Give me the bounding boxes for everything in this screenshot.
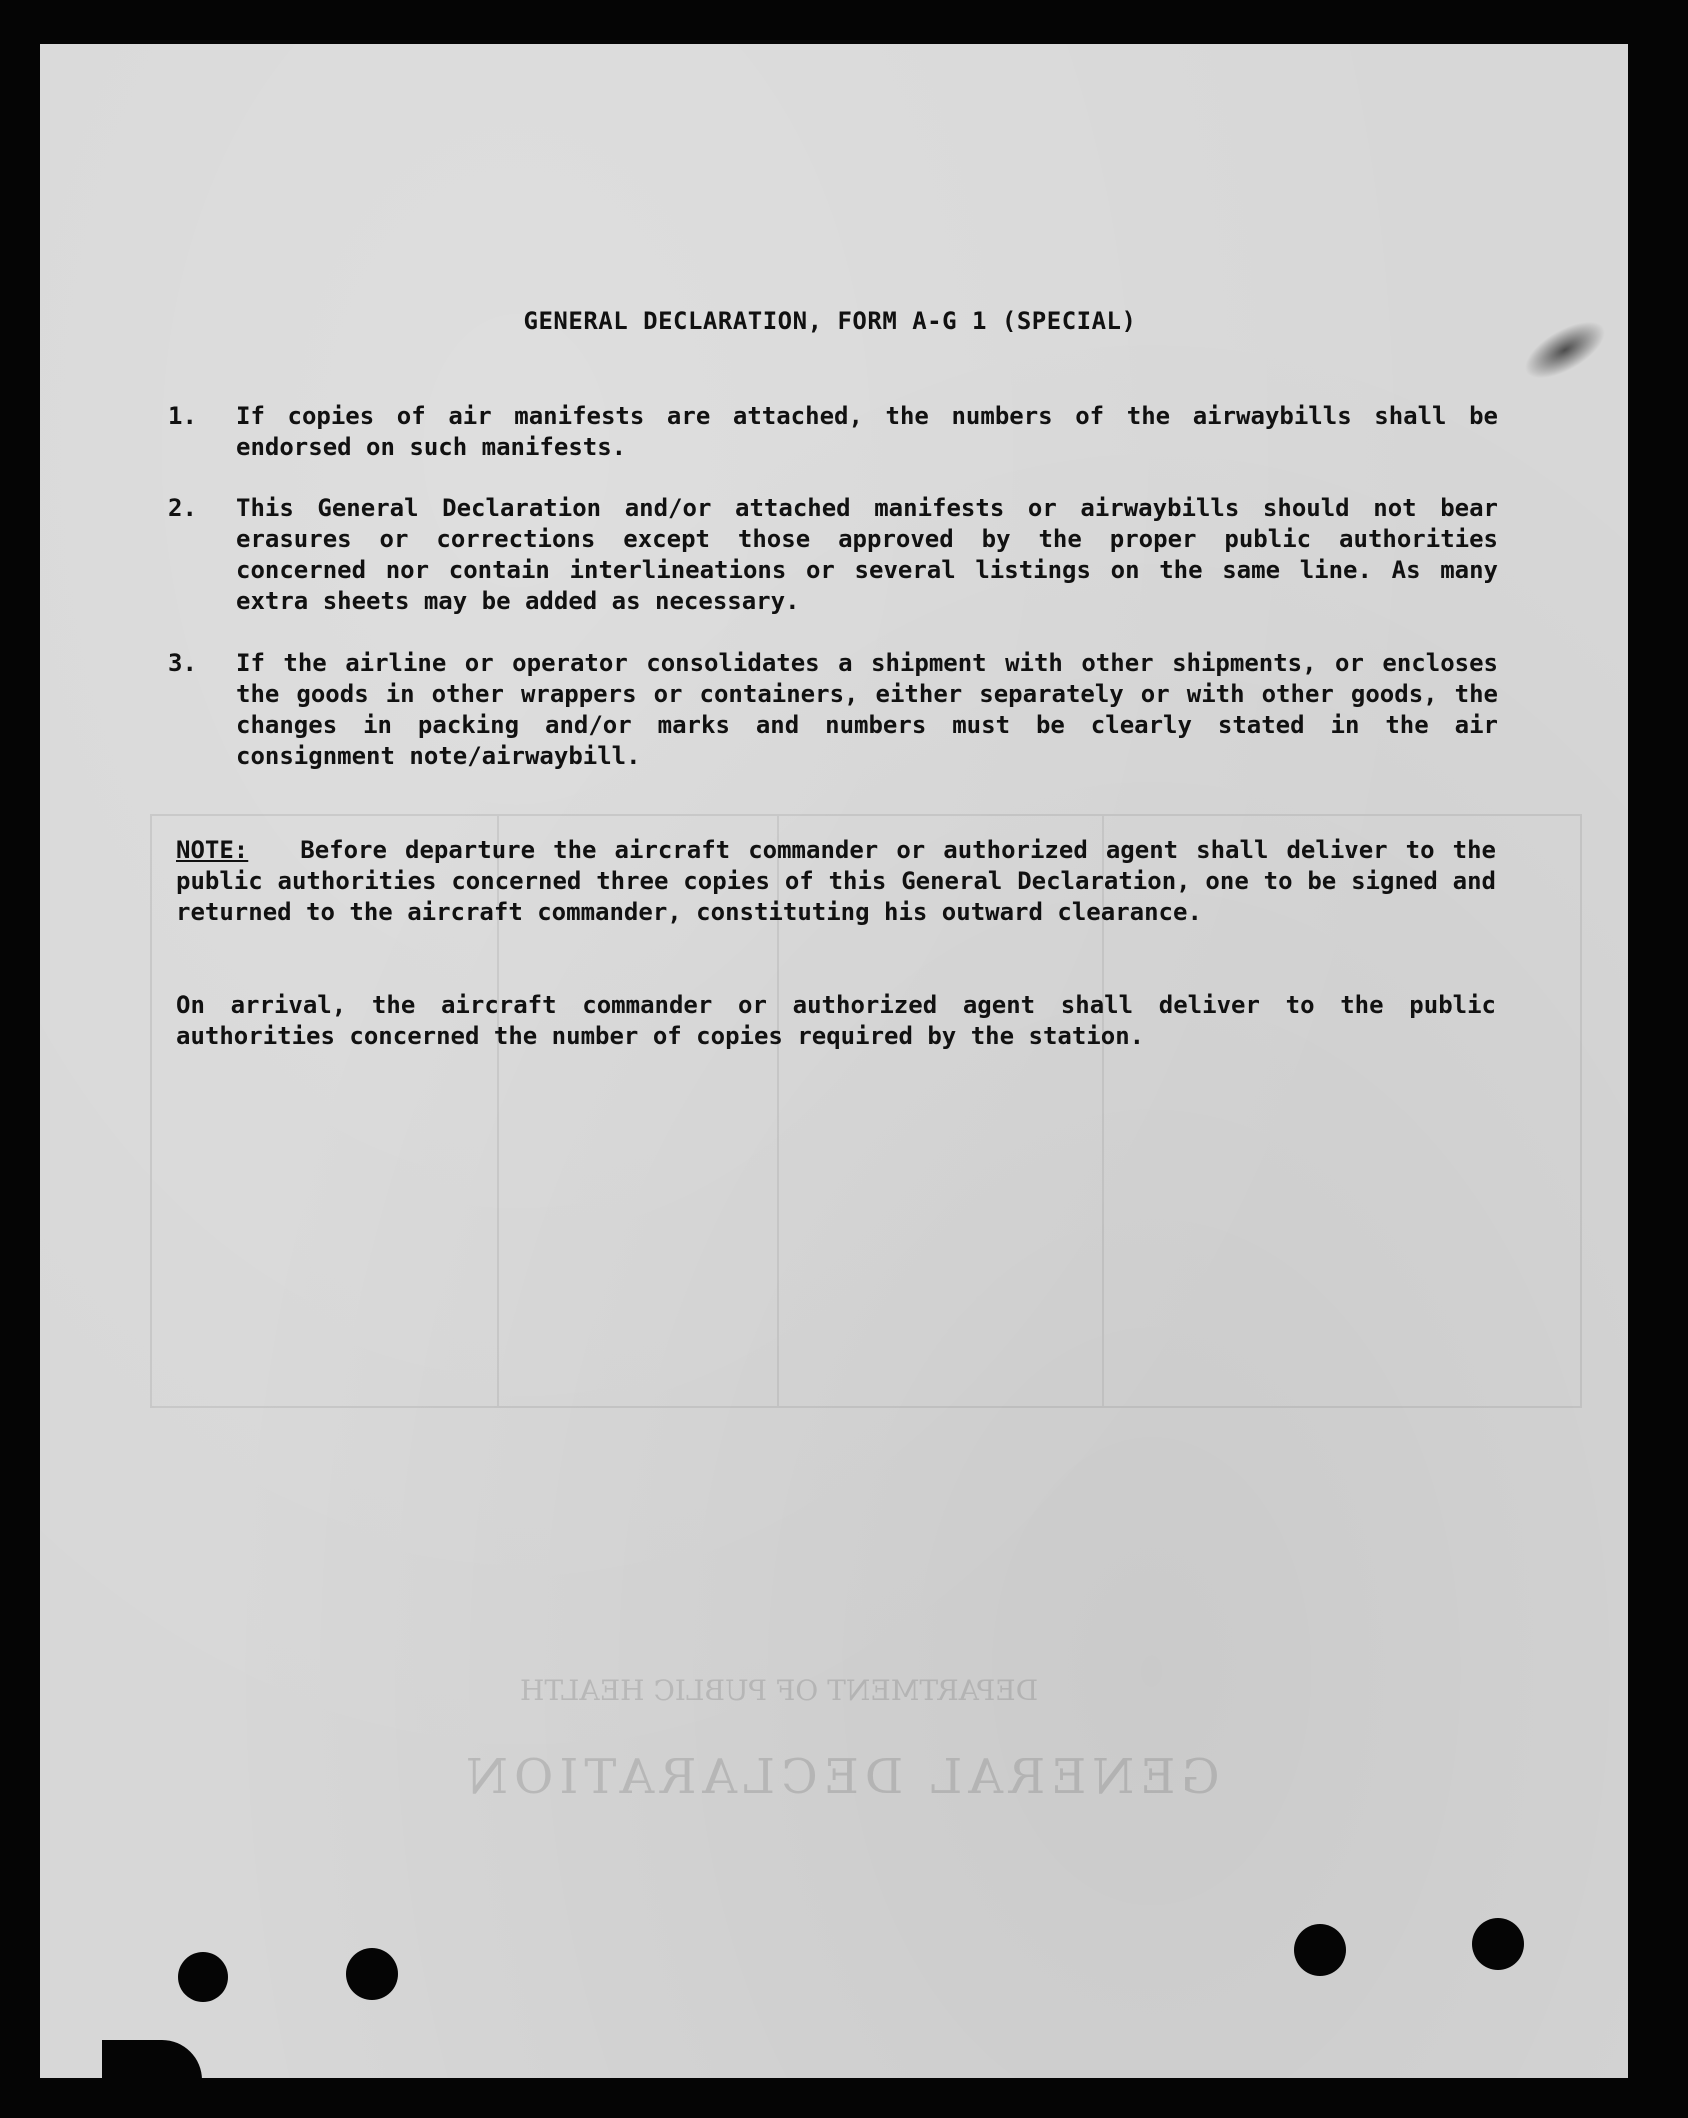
arrival-paragraph: On arrival, the aircraft commander or authorized agent shall deliver to the public authorities concerned the number of copies required by the station. xyxy=(176,991,1496,1050)
item-text: If the airline or operator consolidates a shipment with other shipments, or encloses the goods in other wrappers or containers, either separately or with other goods, the changes in packing and/or marks and numbers must be clearly stated in the air consignment note/airwaybill. xyxy=(236,649,1498,770)
bleed-through-text: GENERAL DECLARATION xyxy=(460,1749,1220,1805)
punch-hole xyxy=(178,1952,228,2002)
punch-hole xyxy=(346,1948,398,2000)
note-label: NOTE: xyxy=(176,836,249,864)
item-number: 1. xyxy=(168,402,197,430)
item-number: 2. xyxy=(168,494,197,522)
punch-hole xyxy=(1472,1918,1524,1970)
torn-corner xyxy=(102,2040,202,2100)
item-number: 3. xyxy=(168,649,197,677)
item-text: If copies of air manifests are attached, the numbers of the airwaybills shall be endorsed on such manifests. xyxy=(236,402,1498,461)
note-text: Before departure the aircraft commander or authorized agent shall deliver to the public authorities concerned three copies of this General Declaration, one to be signed and returned to the aircraft commander, constituting his outward clearance. xyxy=(176,836,1496,926)
item-text: This General Declaration and/or attached manifests or airwaybills should not bear erasures or corrections except those approved by the proper public authorities concerned nor contain interlineations or several listings on the same line. As many extra sheets may be added as necessary. xyxy=(236,494,1498,615)
page-title: GENERAL DECLARATION, FORM A-G 1 (SPECIAL) xyxy=(523,307,1137,335)
note-paragraph xyxy=(176,835,1496,928)
bleed-through-text: DEPARTMENT OF PUBLIC HEALTH xyxy=(520,1674,1039,1707)
punch-hole xyxy=(1294,1924,1346,1976)
